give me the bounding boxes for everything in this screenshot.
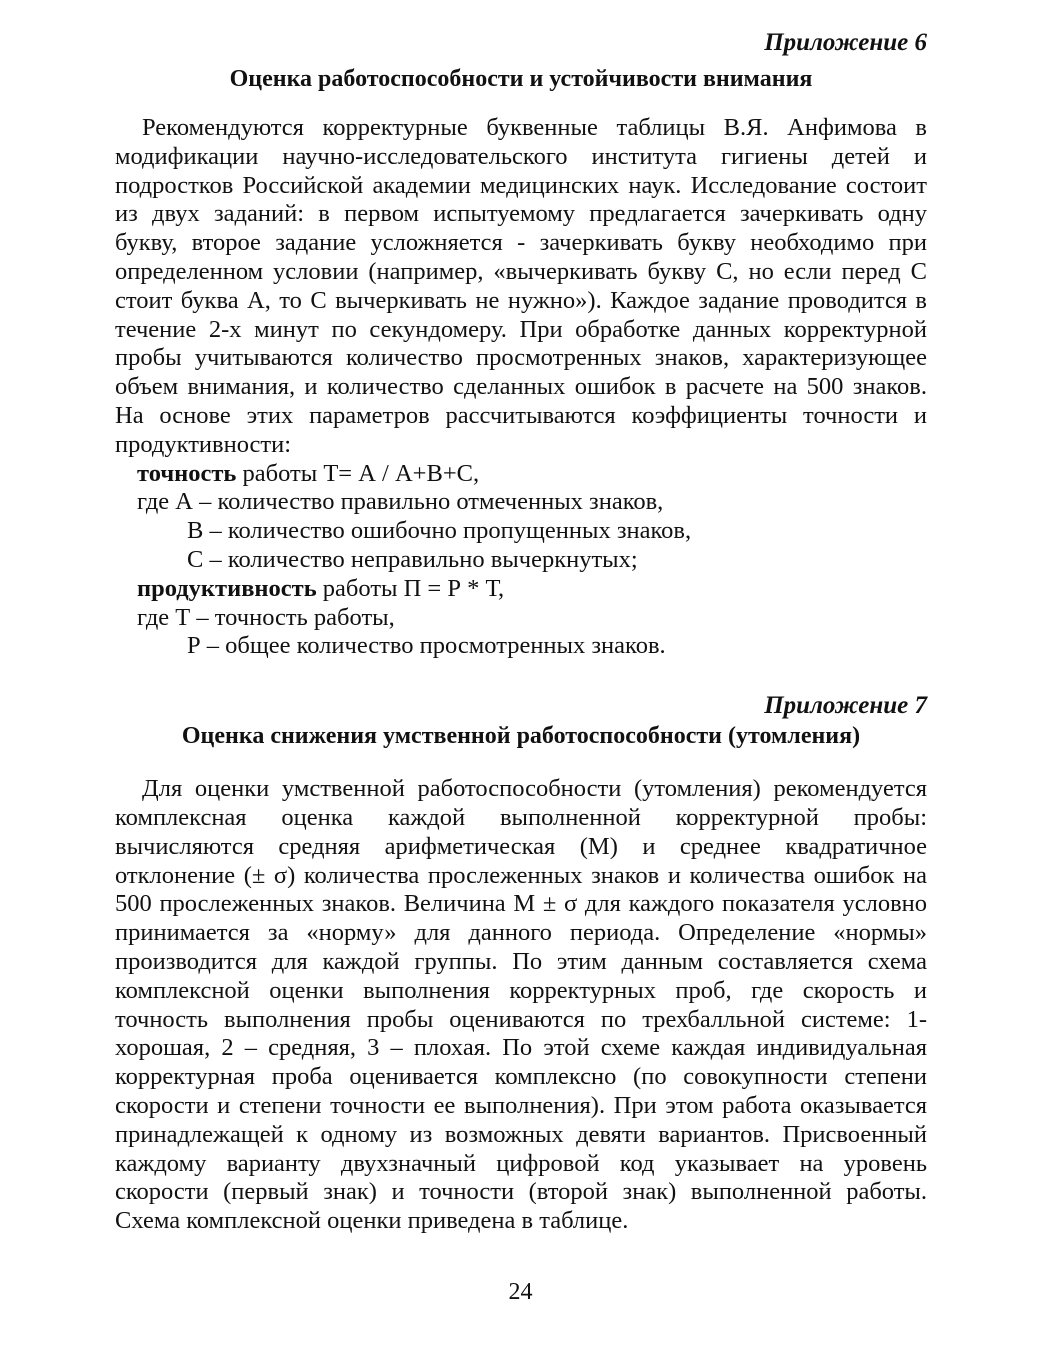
accuracy-formula bbox=[115, 460, 927, 489]
definition-a: где А – количество правильно отмеченных знаков, bbox=[137, 488, 664, 516]
page-number: 24 bbox=[508, 1279, 533, 1305]
appendix-6-label: Приложение 6 bbox=[764, 29, 927, 56]
appendix-6-paragraph: Рекомендуются корректурные буквенные таблицы В.Я. Анфимова в модификации научно-исследовательского института гигиены детей и подростков Российской академии медицинских наук. Исследование состоит из двух заданий: в первом испытуемому предлагается зачеркивать одну букву, второе задание усложняется - зачеркивать букву необходимо при определенном условии (например, «вычеркивать букву С, но если перед С стоит буква А, то С вычеркивать не нужно»). Каждое задание проводится в течение 2-х минут по секундомеру. При обработке данных корректурной пробы учитываются количество просмотренных знаков, характеризующее объем внимания, и количество сделанных ошибок в расчете на 500 знаков. На основе этих параметров рассчитываются коэффициенты точности и продуктивности: bbox=[115, 114, 927, 458]
definition-p: Р – общее количество просмотренных знаков. bbox=[187, 632, 666, 660]
appendix-7-paragraph: Для оценки умственной работоспособности (утомления) рекомендуется комплексная оценка каждой выполненной корректурной пробы: вычисляются средняя арифметическая (М) и среднее квадратичное отклонение (± σ) количества прослеженных знаков и количества ошибок на 500 прослеженных знаков. Величина М ± σ для каждого показателя условно принимается за «норму» для данного периода. Определение «нормы» производится для каждой группы. По этим данным составляется схема комплексной оценки выполнения корректурных проб, где скорость и точность выполнения пробы оцениваются по трехбалльной системе: 1-хорошая, 2 – средняя, 3 – плохая. По этой схеме каждая индивидуальная корректурная проба оценивается комплексно (по совокупности степени скорости и степени точности ее выполнения). При этом работа оказывается принадлежащей к одному из возможных девяти вариантов. Присвоенный каждому варианту двухзначный цифровой код указывает на уровень скорости (первый знак) и точности (второй знак) выполненной работы. Схема комплексной оценки приведена в таблице. bbox=[115, 775, 927, 1235]
definition-c: С – количество неправильно вычеркнутых; bbox=[187, 545, 638, 573]
accuracy-formula-text: работы Т= А / А+В+С, bbox=[236, 459, 480, 487]
productivity-term: продуктивность bbox=[137, 574, 317, 602]
definition-b: В – количество ошибочно пропущенных знаков, bbox=[187, 517, 692, 545]
appendix-7-label: Приложение 7 bbox=[764, 692, 927, 720]
appendix-6-title: Оценка работоспособности и устойчивости внимания bbox=[229, 66, 813, 92]
productivity-formula-text: работы П = Р * Т, bbox=[316, 574, 505, 602]
appendix-7-title: Оценка снижения умственной работоспособности (утомления) bbox=[181, 723, 861, 750]
page-content bbox=[115, 28, 927, 1236]
accuracy-term: точность bbox=[137, 459, 237, 487]
productivity-formula bbox=[115, 575, 927, 604]
definition-t: где Т – точность работы, bbox=[137, 603, 395, 631]
